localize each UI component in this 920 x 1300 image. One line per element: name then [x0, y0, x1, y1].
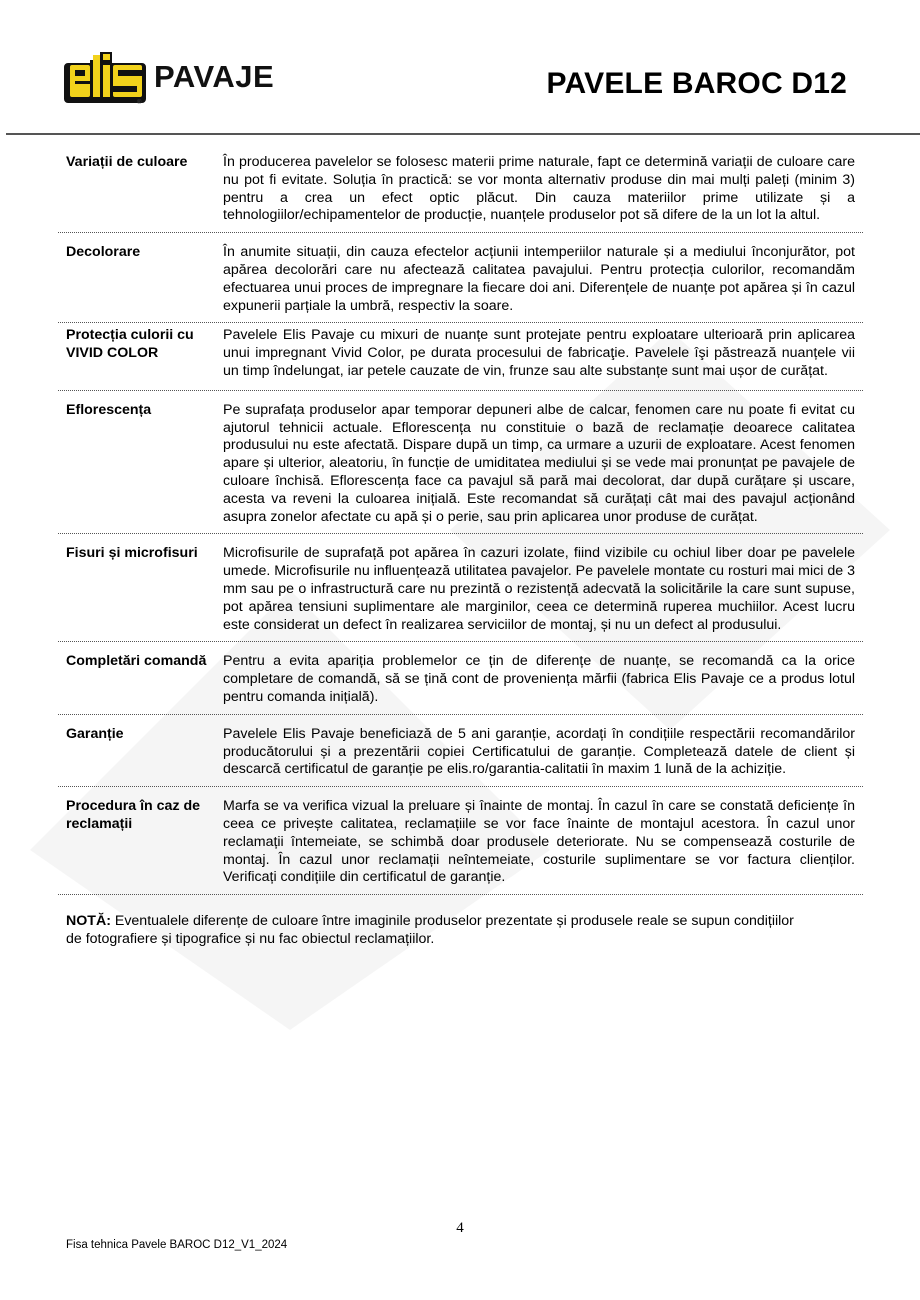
- footer-document-id: Fisa tehnica Pavele BAROC D12_V1_2024: [66, 1239, 288, 1251]
- section-text: Pavelele Elis Pavaje cu mixuri de nuanțe sunt protejate pentru exploatare ulterioară prin aplicarea unui impregnant Vivid Color, pe durata procesului de fabricaţie. Pavelele îşi păstrează nuanțele vii un timp îndelungat, iar petele cauzate de vin, frunze sau alte substanțe sunt mai ușor de curățat.: [223, 327, 855, 379]
- section-label: Variații de culoare: [66, 154, 188, 170]
- note-text: Eventualele diferențe de culoare între imaginile produselor prezentate și produsele reale se supun condițiilor de fotografiere și tipografice și nu fac obiectul reclamațiilor.: [66, 913, 794, 947]
- note-paragraph: [58, 913, 806, 949]
- section-text: Pentru a evita apariția problemelor ce țin de diferențe de nuanțe, se recomandă ca la orice completare de comandă, să se țină cont de proveniența mărfii (fabrica Elis Pavaje ce a produs lotul pentru comanda inițială).: [223, 653, 855, 705]
- note-prefix: NOTĂ:: [66, 913, 111, 930]
- section-row-vivid-color: [58, 323, 863, 390]
- section-text: În producerea pavelelor se folosesc materii prime naturale, fapt ce determină variații de culoare care nu pot fi evitate. Soluția în practică: se vor monta alternativ produse din mai mulți paleți (minim 3) pentru a crea un efect optic plăcut. Din cauza materiilor prime utilizate și a tehnologiilor/echipamentelor de producție, nuanțele produselor pot să difere de la un lot la altul.: [223, 154, 855, 224]
- section-row-cracks: [58, 534, 863, 642]
- document-title: PAVELE BAROC D12: [546, 67, 847, 100]
- page-number: 4: [456, 1220, 464, 1236]
- section-label: Garanție: [66, 725, 124, 742]
- section-label: Decolorare: [66, 244, 141, 261]
- section-text: Pavelele Elis Pavaje beneficiază de 5 ani garanție, acordați în condițiile respectării recomandărilor producătorului și a prezentării copiei Certificatului de garanție. Completează datele de client și descarcă certificatul de garanție pe elis.ro/garantia-calitatii în maxim 1 lună de la achiziție.: [223, 725, 855, 778]
- header-divider: [6, 133, 920, 135]
- section-row-complaints-procedure: [58, 787, 863, 895]
- section-text: Microfisurile de suprafață pot apărea în cazuri izolate, fiind vizibile cu ochiul liber doar pe pavelele umede. Microfisurile nu influențează utilitatea pavajelor. Pe pavelele montate cu rosturi mai mici de 3 mm sau pe o infrastructură care nu prezintă o rezistență adecvată la solicitările la care sunt supuse, pot apărea tensiuni suplimentare ale marginilor, ceea ce determină ruperea muchiilor. Acest lucru este considerat un defect în realizarea serviciilor de montaj, și nu un defect al produsului.: [223, 545, 855, 633]
- section-row-color-variations: [58, 150, 863, 233]
- section-label: Eflorescența: [66, 401, 152, 418]
- elis-pavaje-logo: [64, 48, 274, 106]
- section-label: Procedura în caz de reclamații: [66, 798, 201, 832]
- section-label: Completări comandă: [66, 653, 207, 670]
- section-label: Protecția culorii cu VIVID COLOR: [66, 327, 194, 362]
- section-row-efflorescence: [58, 391, 863, 535]
- section-row-warranty: [58, 715, 863, 787]
- logo-brand-word: PAVAJE: [154, 59, 275, 94]
- svg-text:®: ®: [137, 100, 142, 105]
- elis-logo-mark-icon: [64, 49, 148, 105]
- section-row-order-completions: [58, 642, 863, 714]
- section-text: Pe suprafața produselor apar temporar depuneri albe de calcar, fenomen care nu poate fi evitat cu ajutorul tehnicii actuale. Eflorescența nu constituie o bază de reclamație deoarece calitatea produsului nu este afectată. Dispare după un timp, ca urmare a uzurii de exploatare. Acest fenomen apare și ulterior, aleatoriu, în funcție de umiditatea mediului și se vede mai pronunțat pe pavajele de culoare închisă. Eflorescența face ca pavajul să pară mai decolorat, dar după curățare și uscare, acesta va reveni la culoarea inițială. Este recomandat să curățați cât mai des pavajul acționând asupra zonelor afectate cu apă și o perie, sau prin aplicarea unor produse de curățat.: [223, 401, 855, 525]
- section-text: În anumite situații, din cauza efectelor acțiunii intemperiilor naturale și a mediului înconjurător, pot apărea decolorări care nu afectează calitatea pavajului. Pentru protecția culorilor, recomandăm efectuarea unui proces de impregnare la fiecare doi ani. Diferențele de nuanțe pot apărea și în cazul expunerii parțiale la umbră, respectiv la soare.: [223, 244, 855, 314]
- section-text: Marfa se va verifica vizual la preluare și înainte de montaj. În cazul în care se constată deficiențe în ceea ce privește calitatea, reclamațiile se vor face înainte de montajul acestora. În cazul unor reclamații întemeiate, se schimbă doar produsele deteriorate. Nu se compensează costurile de montaj. În cazul unor reclamații neîntemeiate, costurile suplimentare se vor factura clienților. Verificați condițiile din certificatul de garanție.: [223, 798, 855, 886]
- section-row-discoloration: [58, 233, 863, 323]
- section-label: Fisuri și microfisuri: [66, 545, 198, 562]
- specifications-table: [58, 150, 863, 949]
